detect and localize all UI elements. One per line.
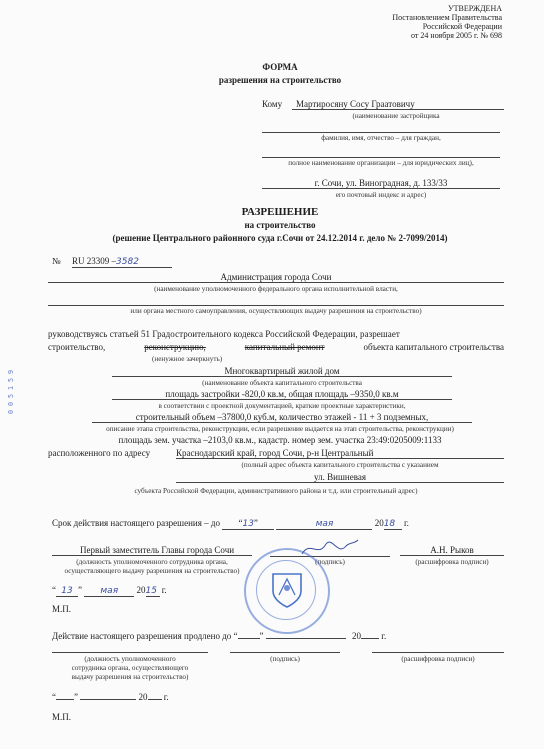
- number-value-field: [72, 256, 172, 268]
- land-line: площадь зем. участка –2103,0 кв.м., кадастр. номер зем. участка 23:49:0205009:1133: [118, 435, 442, 445]
- mp-2: М.П.: [52, 712, 72, 722]
- mp-1: М.П.: [52, 604, 72, 614]
- issue-year-prefix: 20: [136, 585, 146, 595]
- ext-date-quote-close: ”: [74, 692, 78, 702]
- validity-year-suffix: 18: [384, 519, 402, 530]
- ext-date-year-prefix: 20: [138, 692, 148, 702]
- extended-quote-open: “: [233, 631, 238, 641]
- signature-caption: (подпись): [315, 558, 345, 566]
- ext-position-caption-1: (должность уполномоченного: [84, 655, 176, 663]
- extended-line: [52, 631, 386, 641]
- validity-year-prefix: 20: [374, 518, 384, 528]
- extended-year-prefix: 20: [352, 631, 362, 641]
- ext-name-caption: (расшифровка подписи): [401, 655, 475, 663]
- street-line: ул. Вишневая: [176, 472, 504, 483]
- citizen-caption: фамилия, имя, отчество – для граждан,: [321, 134, 441, 142]
- validity-day-field: “13”: [222, 518, 274, 530]
- coat-of-arms-icon: [270, 571, 304, 609]
- guided-text: руководствуясь статьей 51 Градостроительного кодекса Российской Федерации, разрешает: [48, 329, 400, 339]
- subject-caption: субъекта Российской Федерации, административного района и т.д. или строительный адрес): [134, 487, 418, 495]
- object-name: Многоквартирный жилой дом: [112, 366, 452, 377]
- extended-day-field: [238, 638, 260, 639]
- issue-year-suffix: 15: [146, 586, 160, 597]
- ext-date-month-field: [80, 699, 136, 700]
- authority-caption-2: или органа местного самоуправления, осуществляющих выдачу разрешения на строительство): [130, 307, 422, 315]
- serial-digit: 0: [7, 409, 15, 415]
- areas-line: площадь застройки -820,0 кв.м, общая площадь –9350,0 кв.м: [112, 389, 452, 400]
- object-caption: (наименование объекта капитального строительства: [202, 379, 362, 387]
- validity-month: мая: [276, 519, 372, 530]
- developer-address: г. Сочи, ул. Виноградная, д. 133/33: [262, 178, 500, 189]
- form-title: ФОРМА: [262, 62, 298, 72]
- validity-year-end: г.: [403, 518, 409, 528]
- number-value: RU 23309 –: [72, 256, 117, 266]
- approval-line-1: УТВЕРЖДЕНА: [447, 4, 502, 13]
- ext-position-caption-3: выдачу разрешения на строительство): [71, 673, 189, 681]
- serial-digit: 5: [7, 393, 15, 399]
- reconstruction-word: реконструкцию,: [144, 342, 206, 352]
- ext-position-caption-2: сотрудника органа, осуществляющего: [71, 664, 189, 672]
- located-label: расположенного по адресу: [48, 448, 151, 458]
- permit-subtitle: на строительство: [244, 220, 316, 230]
- serial-digit: 0: [7, 401, 15, 407]
- validity-label: Срок действия настоящего разрешения – до: [52, 518, 220, 528]
- serial-digit: 5: [7, 377, 15, 383]
- address-caption: его почтовый индекс и адрес): [335, 191, 427, 199]
- extended-label: Действие настоящего разрешения продлено до: [52, 631, 232, 641]
- approval-line-3: Российской Федерации: [422, 22, 502, 31]
- construction-line: [48, 342, 504, 352]
- serial-digit: 1: [7, 385, 15, 391]
- ext-position-line: [52, 652, 208, 653]
- strike-caption: (ненужное зачеркнуть): [152, 355, 223, 363]
- approval-line-2: Постановлением Правительства: [392, 13, 502, 22]
- issue-date-line: “ 13 ” мая 2015 г.: [52, 585, 167, 596]
- developer-name: Мартиросяну Сосу Граатовичу: [292, 99, 504, 110]
- number-handwritten: 3582: [116, 257, 139, 267]
- signature-scribble: [300, 536, 360, 560]
- ext-date-quote-open: “: [52, 692, 56, 702]
- issue-day: 13: [56, 586, 78, 597]
- ext-date-year-end: г.: [163, 692, 169, 702]
- located-value: Краснодарский край, город Сочи, р-н Центральный: [176, 448, 504, 459]
- to-label: Кому: [262, 99, 283, 109]
- extended-year-field: [361, 638, 379, 639]
- developer-line-3: [262, 157, 500, 158]
- project-caption: в соответствии с проектной документацией, краткие проектные характеристики,: [158, 402, 406, 410]
- issue-year-end: г.: [161, 585, 167, 595]
- approval-block: [392, 4, 502, 40]
- developer-line-2: [262, 132, 500, 133]
- repair-word: капитальный ремонт: [244, 342, 325, 352]
- official-stamp: [244, 548, 330, 634]
- permit-title: РАЗРЕШЕНИЕ: [241, 206, 319, 218]
- developer-caption: (наименование застройщика: [352, 112, 440, 120]
- signer-position-caption-2: осуществляющего выдачу разрешения на строительство): [64, 567, 240, 575]
- ext-name-line: [372, 652, 504, 653]
- volume-line: строительный объем –37800,0 куб.м, количество этажей - 11 + 3 подземных,: [92, 412, 472, 423]
- ext-date-day-field: [56, 699, 74, 700]
- extended-year-end: г.: [381, 631, 387, 641]
- serial-number: [6, 368, 16, 416]
- serial-digit: 9: [7, 369, 15, 375]
- authority-name: Администрация города Сочи: [48, 272, 504, 283]
- full-address-caption: (полный адрес объекта капитального строительства с указанием: [241, 461, 439, 469]
- number-label: №: [52, 256, 61, 266]
- form-subtitle: разрешения на строительство: [218, 75, 342, 85]
- ext-date-line: [52, 692, 169, 702]
- signer-position: Первый заместитель Главы города Сочи: [52, 545, 252, 556]
- extended-quote-close: ”: [259, 631, 264, 641]
- ext-signature-caption: (подпись): [270, 655, 300, 663]
- validity-day: 13: [242, 519, 254, 529]
- construction-word: строительство,: [48, 342, 106, 352]
- validity-line: [52, 518, 472, 530]
- extended-month-field: [266, 638, 346, 639]
- stage-caption: описание этапа строительства, реконструкции, если разрешение выдается на этап строительства, реконструкции): [106, 425, 454, 433]
- org-caption: полное наименование организации – для юридических лиц),: [288, 159, 474, 167]
- construction-rest: объекта капитального строительства: [363, 342, 504, 352]
- court-decision: (решение Центрального районного суда г.Сочи от 24.12.2014 г. дело № 2-7099/2014): [112, 233, 448, 243]
- signer-position-caption-1: (должность уполномоченного сотрудника органа,: [76, 558, 228, 566]
- approval-line-4: от 24 ноября 2005 г. № 698: [411, 31, 502, 40]
- ext-signature-line: [230, 652, 340, 653]
- signer-name: А.Н. Рыков: [400, 545, 504, 556]
- name-caption: (расшифровка подписи): [415, 558, 489, 566]
- authority-caption-1: (наименование уполномоченного федерального органа исполнительной власти,: [154, 285, 398, 293]
- ext-date-year-field: [148, 699, 162, 700]
- authority-line-2: [48, 305, 504, 306]
- issue-month: мая: [84, 586, 134, 597]
